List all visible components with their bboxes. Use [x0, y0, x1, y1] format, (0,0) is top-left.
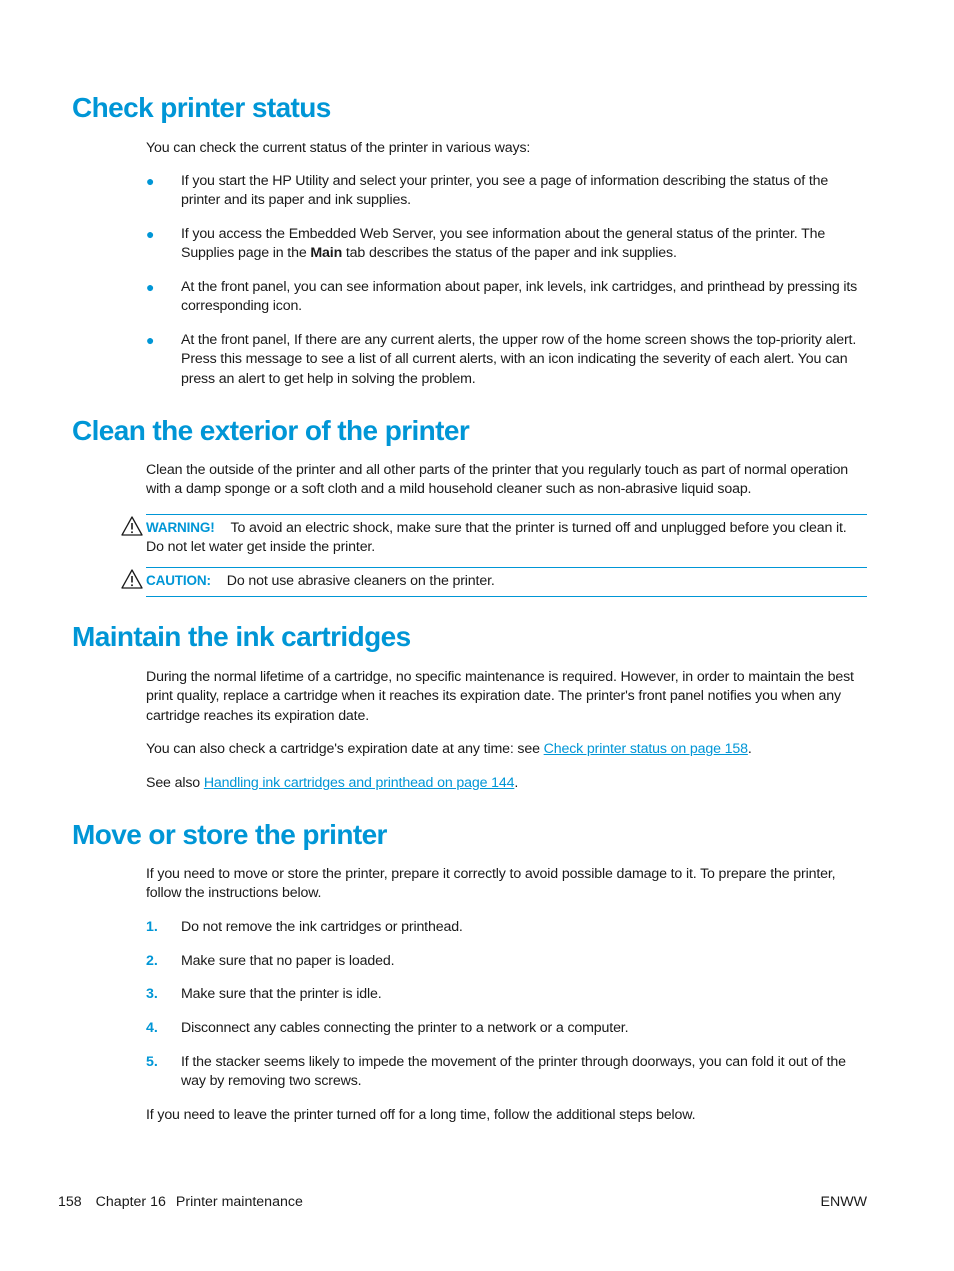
- page-footer-right: ENWW: [820, 1194, 867, 1210]
- caution-bottom-rule: [146, 596, 867, 597]
- warning-label: WARNING!: [146, 520, 215, 535]
- see-also-line: [146, 774, 868, 793]
- check-expiration-text: You can also check a cartridge's expiration date at any time: see: [146, 741, 544, 757]
- check-status-bullet-1: If you start the HP Utility and select your printer, you see a page of information describing the status of the printer and its paper and ink supplies.: [181, 173, 829, 209]
- check-status-bullet-2: [181, 225, 869, 264]
- page-number: 158: [58, 1194, 82, 1210]
- check-expiration-period: .: [747, 741, 752, 757]
- step-text: Disconnect any cables connecting the printer to a network or a computer.: [181, 1020, 629, 1036]
- section-title-maintain-cartridges: Maintain the ink cartridges: [72, 621, 411, 652]
- step-text: Do not remove the ink cartridges or printhead.: [181, 919, 463, 935]
- see-also-period: .: [514, 775, 519, 791]
- warning-note: [146, 518, 868, 558]
- check-expiration-line: [146, 740, 868, 759]
- step-number: 4.: [146, 1020, 158, 1036]
- caution-note: [146, 571, 868, 591]
- bullet-2-text-before: If you access the Embedded Web Server, you see information about the general status of the printer. The Supplies page in the: [181, 226, 826, 262]
- check-status-intro: You can check the current status of the printer in various ways:: [146, 140, 531, 156]
- warning-text: To avoid an electric shock, make sure that the printer is turned off and unplugged before you clean it. Do not let water get inside the printer.: [146, 520, 847, 556]
- bullet-icon: ●: [146, 226, 155, 242]
- step-text: Make sure that no paper is loaded.: [181, 953, 395, 969]
- maintain-cartridges-intro: During the normal lifetime of a cartridge, no specific maintenance is required. However, in order to maintain the best print quality, replace a cartridge when it reaches its expiration date. The printer's front panel notifies you when any cartridge reaches its expiration date.: [146, 669, 854, 724]
- step-number: 2.: [146, 953, 158, 969]
- caution-top-rule: [146, 567, 867, 568]
- bullet-2-text-after: tab describes the status of the paper and ink supplies.: [342, 245, 677, 262]
- move-store-intro: If you need to move or store the printer, prepare it correctly to avoid possible damage to it. To prepare the printer, follow the instructions below.: [146, 866, 836, 902]
- warning-triangle-icon: [121, 516, 143, 536]
- page-footer-left: [58, 1193, 303, 1212]
- handling-cartridges-link[interactable]: Handling ink cartridges and printhead on page 144: [203, 775, 515, 791]
- bullet-icon: ●: [146, 332, 155, 348]
- check-status-bullet-3: At the front panel, you can see information about paper, ink levels, ink cartridges, and printhead by pressing its corresponding icon.: [181, 279, 858, 315]
- bullet-icon: ●: [146, 173, 155, 189]
- step-number: 5.: [146, 1054, 158, 1070]
- bullet-icon: ●: [146, 279, 155, 295]
- check-printer-status-link[interactable]: Check printer status on page 158: [543, 741, 748, 757]
- see-also-text: See also: [146, 775, 204, 791]
- chapter-title: Printer maintenance: [175, 1194, 303, 1210]
- step-number: 3.: [146, 986, 158, 1002]
- main-tab-label: Main: [310, 245, 343, 262]
- section-title-move-store: Move or store the printer: [72, 819, 387, 850]
- caution-label: CAUTION:: [146, 573, 211, 588]
- warning-top-rule: [146, 514, 867, 515]
- move-store-outro: If you need to leave the printer turned off for a long time, follow the additional steps below.: [146, 1107, 696, 1123]
- chapter-label: Chapter 16: [95, 1194, 166, 1210]
- step-text: Make sure that the printer is idle.: [181, 986, 382, 1002]
- caution-text: Do not use abrasive cleaners on the printer.: [226, 573, 495, 589]
- check-status-bullet-4: At the front panel, If there are any current alerts, the upper row of the home screen shows the top-priority alert. Press this message to see a list of all current alerts, with an icon indicating the severity of each alert. You can press an alert to get help in solving the problem.: [181, 332, 857, 387]
- section-title-clean-exterior: Clean the exterior of the printer: [72, 415, 470, 446]
- clean-exterior-intro: Clean the outside of the printer and all other parts of the printer that you regularly touch as part of normal operation with a damp sponge or a soft cloth and a mild household cleaner such as non-abrasive liquid soap.: [146, 462, 849, 498]
- step-text: If the stacker seems likely to impede the movement of the printer through doorways, you can fold it out of the way by removing two screws.: [181, 1054, 846, 1090]
- warning-triangle-icon: [121, 569, 143, 589]
- step-number: 1.: [146, 919, 158, 935]
- section-title-check-printer-status: Check printer status: [72, 92, 331, 123]
